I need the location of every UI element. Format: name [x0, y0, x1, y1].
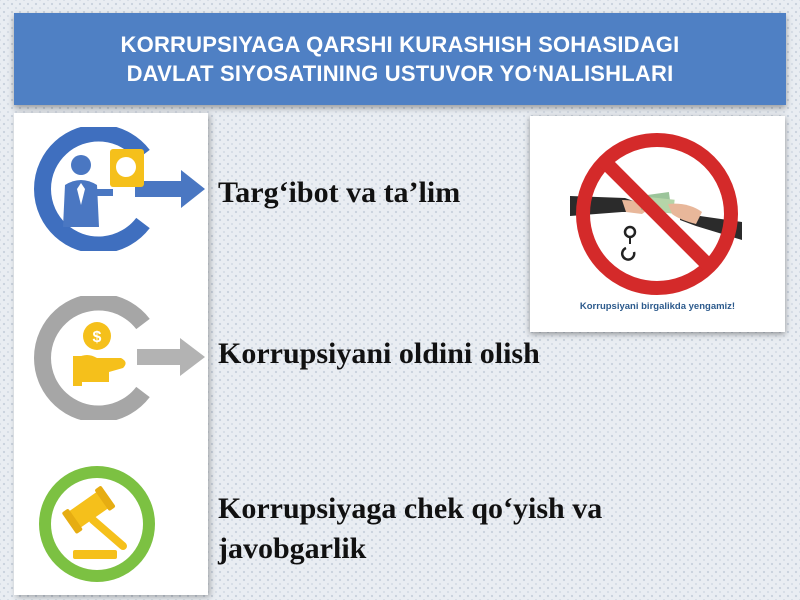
anti-corruption-poster	[530, 116, 785, 332]
title-banner	[14, 13, 786, 105]
teacher-board-icon	[25, 127, 210, 251]
item-label-education: Targ‘ibot va ta’lim	[218, 176, 461, 209]
item-label-responsibility	[218, 489, 602, 569]
no-bribery-icon	[530, 116, 785, 296]
item-label-prevention: Korrupsiyani oldini olish	[218, 337, 540, 370]
poster-caption: Korrupsiyani birgalikda yengamiz!	[579, 301, 736, 312]
item-label-responsibility-line-2: javobgarlik	[218, 532, 367, 565]
gavel-icon	[25, 462, 210, 586]
item-label-responsibility-line-1: Korrupsiyaga chek qo‘yish va	[218, 492, 603, 525]
title-line-2: DAVLAT SIYOSATINING USTUVOR YO‘NALISHLARI	[126, 61, 674, 86]
coin-hand-icon	[25, 296, 210, 420]
svg-text:$: $	[92, 329, 102, 346]
title-line-1: KORRUPSIYAGA QARSHI KURASHISH SOHASIDAGI	[120, 32, 680, 57]
